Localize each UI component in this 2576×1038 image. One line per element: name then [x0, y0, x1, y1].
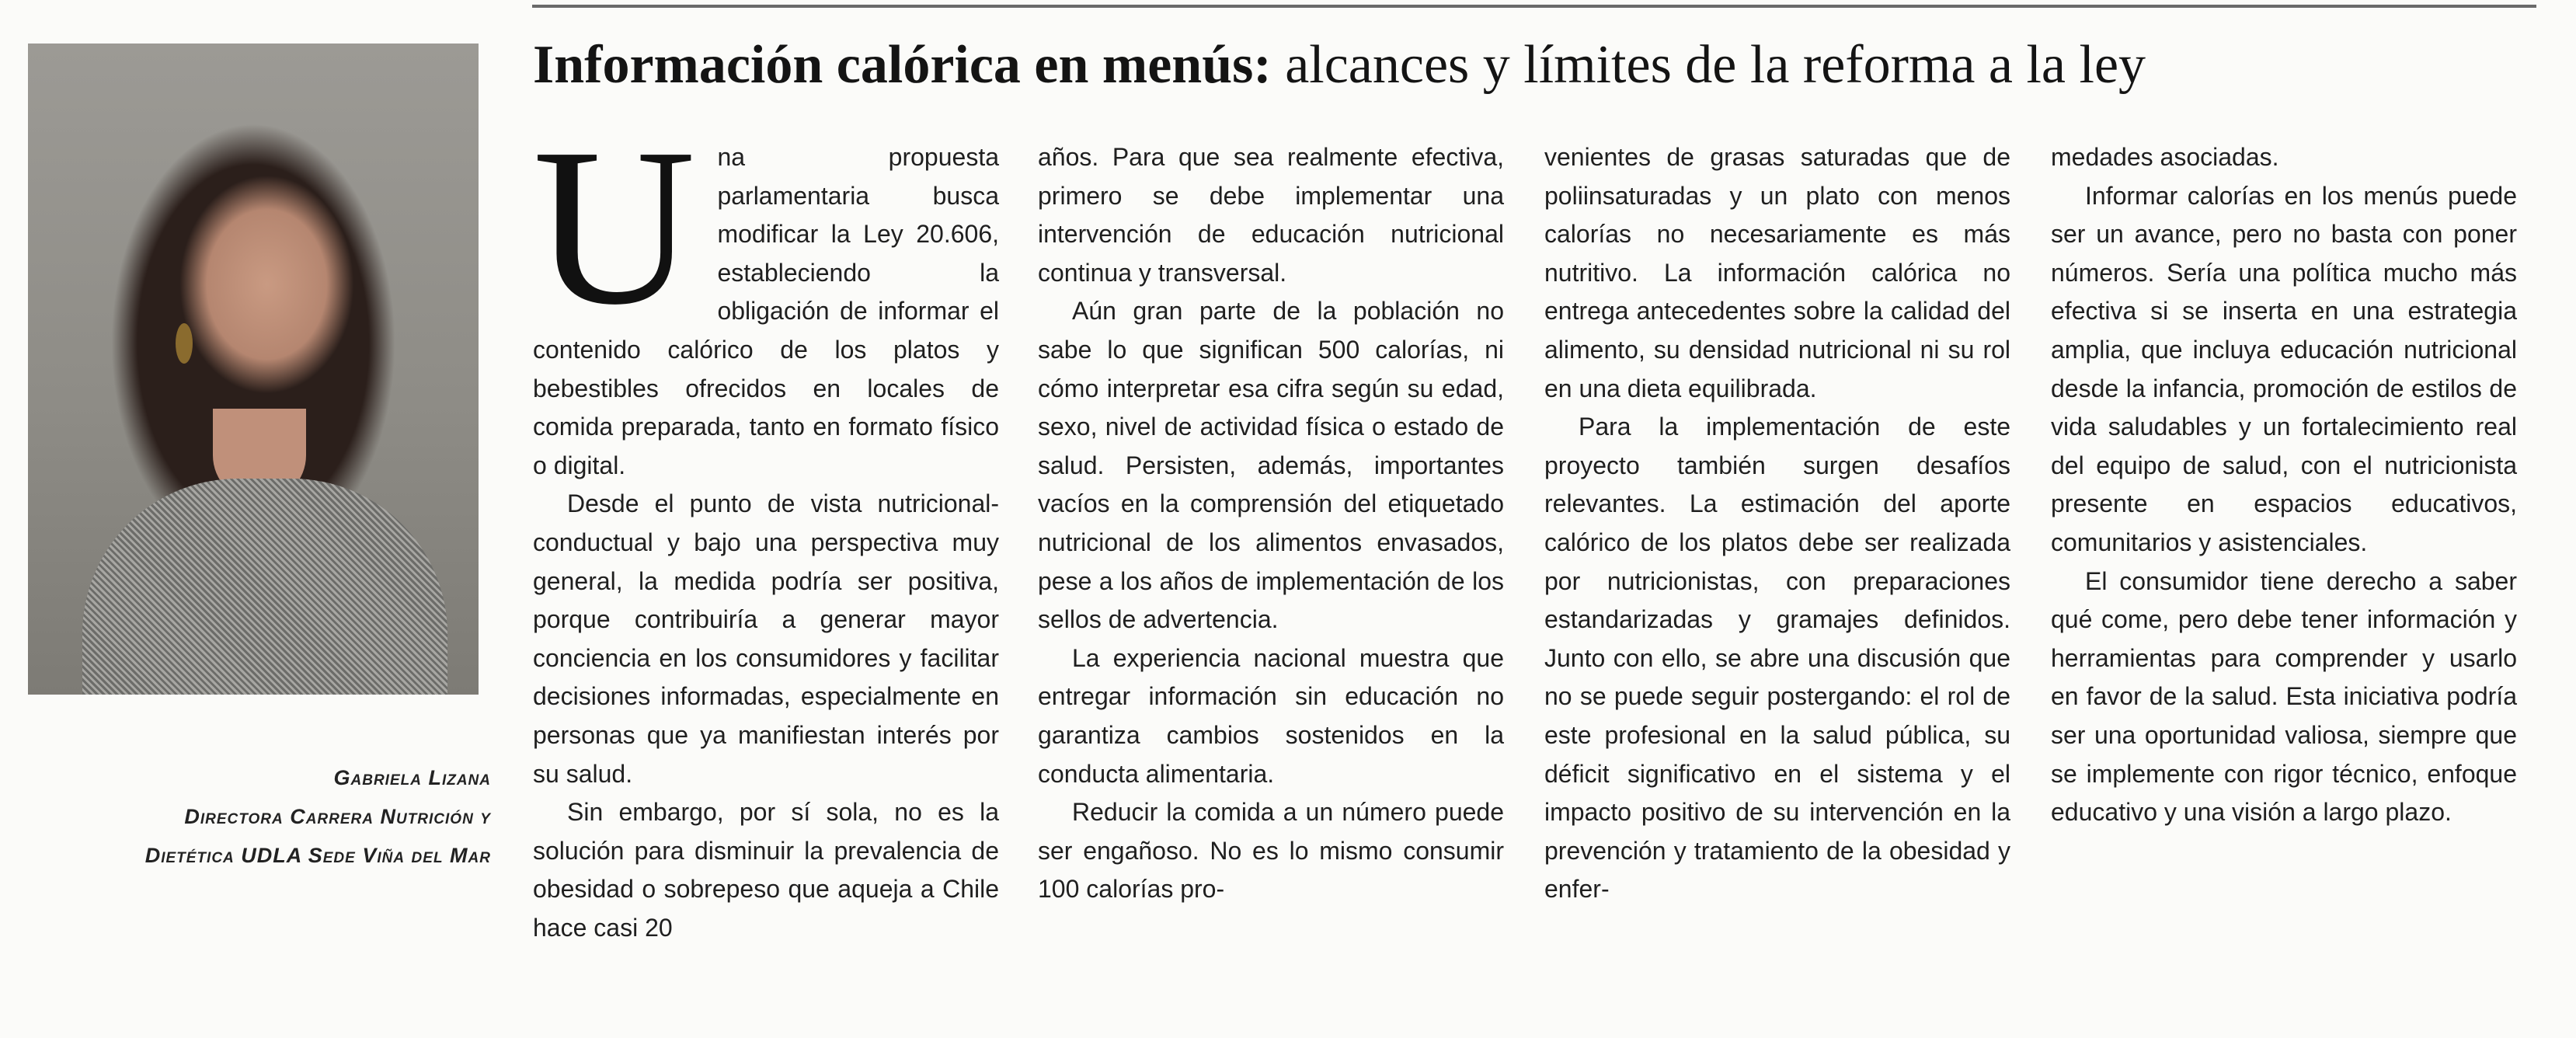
- article-column-3: [1544, 138, 2010, 909]
- paragraph: Desde el punto de vista nutricional-conductual y bajo una perspectiva muy general, la medida podría ser positiva, porque contribuiría a generar mayor conciencia en los consumidores y facilitar decisiones informadas, especialmente en personas que ya manifiestan interés por su salud.: [533, 489, 999, 788]
- article-column-2: [1038, 138, 1504, 909]
- paragraph: Sin embargo, por sí sola, no es la solución para disminuir la prevalencia de obesidad o sobrepeso que aqueja a Chile hace casi 20: [533, 798, 999, 942]
- paragraph: medades asociadas.: [2051, 143, 2279, 171]
- article-column-1: [533, 102, 999, 947]
- portrait-earring: [176, 323, 193, 364]
- paragraph: El consumidor tiene derecho a saber qué come, pero debe tener información y herramientas para comprender y usarlo en favor de la salud. Esta iniciativa podría ser una oportunidad valiosa, siempre que se implemente con rigor técnico, enfoque educativo y una visión a largo plazo.: [2051, 566, 2517, 827]
- author-portrait: [28, 44, 479, 695]
- drop-cap: U: [533, 102, 696, 351]
- headline-bold: Información calórica en menús:: [533, 35, 1272, 95]
- paragraph: Reducir la comida a un número puede ser engañoso. No es lo mismo consumir 100 calorías pro-: [1038, 798, 1504, 904]
- paragraph: venientes de grasas saturadas que de poliinsaturadas y un plato con menos calorías no necesariamente es más nutritivo. La información calórica no entrega antecedentes sobre la calidad del alimento, su densidad nutricional ni su rol en una dieta equilibrada.: [1544, 143, 2010, 402]
- paragraph: años. Para que sea realmente efectiva, primero se debe implementar una intervención de educación nutricional continua y transversal.: [1038, 143, 1504, 287]
- paragraph: Informar calorías en los menús puede ser un avance, pero no basta con poner números. Sería una política mucho más efectiva si se inserta en una estrategia amplia, que incluya educación nutricional desde la infancia, promoción de estilos de vida saludables y un fortalecimiento real del equipo de salud, con el nutricionista presente en espacios educativos, comunitarios y asistenciales.: [2051, 181, 2517, 556]
- author-byline: [28, 758, 491, 875]
- paragraph: Para la implementación de este proyecto también surgen desafíos relevantes. La estimación del aporte calórico de los platos debe ser realizada por nutricionistas, con preparaciones estandarizadas y gramajes definidos. Junto con ello, se abre una discusión que no se puede seguir postergando: el rol de este profesional en la salud pública, su déficit significativo en el sistema y el impacto positivo de su intervención en la prevención y tratamiento de la obesidad y enfer-: [1544, 413, 2010, 904]
- article-headline: [533, 28, 2553, 103]
- article-column-4: [2051, 138, 2517, 832]
- headline-light: alcances y límites de la reforma a la ley: [1271, 35, 2146, 95]
- author-title-line2: Dietética UDLA Sede Viña del Mar: [144, 844, 491, 867]
- top-rule: [532, 5, 2536, 8]
- paragraph: na propuesta parlamentaria busca modificar la Ley 20.606, estableciendo la obligación de informar el contenido calórico de los platos y bebestibles ofrecidos en locales de comida preparada, tanto en formato físico o digital.: [533, 143, 999, 479]
- paragraph: La experiencia nacional muestra que entregar información sin educación no garantiza cambios sostenidos en la conducta alimentaria.: [1038, 643, 1504, 788]
- author-name: Gabriela Lizana: [333, 766, 491, 789]
- portrait-dress: [82, 479, 447, 695]
- paragraph: Aún gran parte de la población no sabe lo que significan 500 calorías, ni cómo interpretar esa cifra según su edad, sexo, nivel de actividad física o estado de salud. Persisten, además, importantes vacíos en la comprensión del etiquetado nutricional de los alimentos envasados, pese a los años de implementación de los sellos de advertencia.: [1038, 297, 1504, 634]
- author-title-line1: Directora Carrera Nutrición y: [184, 805, 491, 828]
